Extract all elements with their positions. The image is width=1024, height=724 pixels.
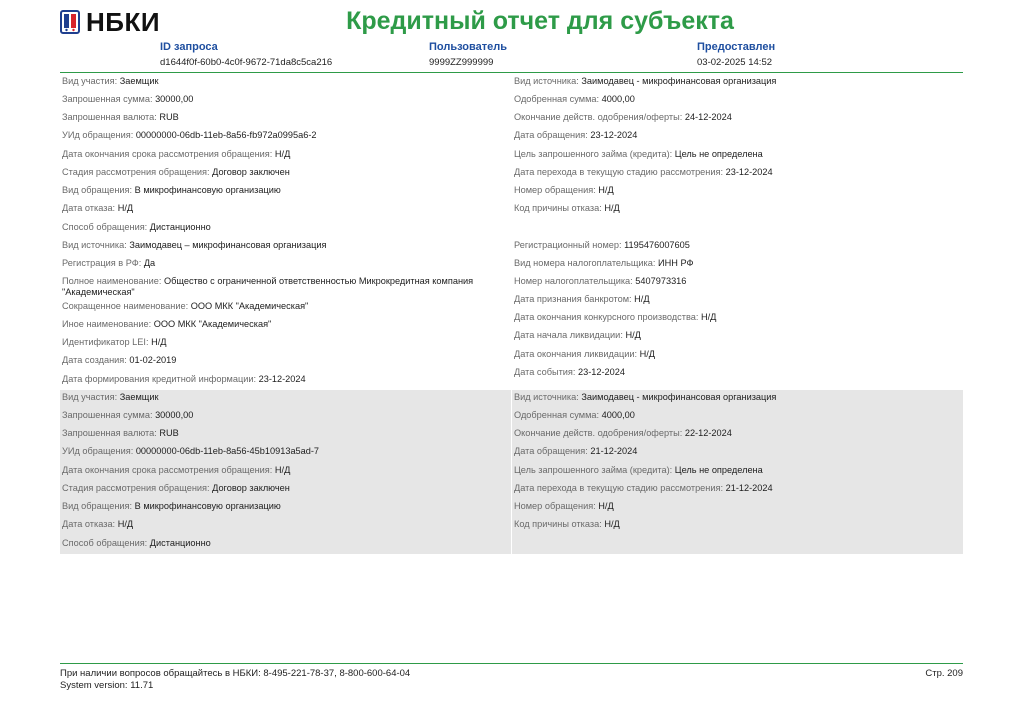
field-row	[514, 167, 962, 178]
field-value: В микрофинансовую организацию	[134, 185, 281, 195]
field-label: УИд обращения:	[62, 130, 134, 140]
field-row	[62, 374, 510, 385]
field-value: Дистанционно	[149, 538, 211, 548]
field-value: Н/Д	[117, 519, 134, 529]
field-row	[62, 94, 510, 105]
field-value: 4000,00	[601, 410, 635, 420]
field-value: Заемщик	[119, 392, 159, 402]
field-row	[62, 185, 510, 196]
field-row	[514, 276, 962, 287]
field-value: 30000,00	[155, 410, 194, 420]
field-label: Стадия рассмотрения обращения:	[62, 167, 210, 177]
field-row	[514, 94, 962, 105]
field-row	[62, 519, 510, 530]
field-row	[514, 240, 962, 251]
provided-label: Предоставлен	[697, 41, 776, 53]
field-label: Вид источника:	[514, 392, 579, 402]
logo	[60, 8, 160, 36]
field-value: ООО МКК "Академическая"	[190, 301, 309, 311]
field-value: 1195476007605	[624, 240, 690, 250]
field-label: Вид номера налогоплательщика:	[514, 258, 656, 268]
field-value: Н/Д	[274, 465, 291, 475]
field-label: Дата окончания ликвидации:	[514, 349, 638, 359]
field-value: Договор заключен	[212, 167, 290, 177]
field-value: Заимодавец - микрофинансовая организация	[581, 76, 777, 86]
field-value: Н/Д	[604, 519, 620, 529]
field-row	[514, 203, 962, 214]
field-label: Регистрационный номер:	[514, 240, 622, 250]
field-row	[514, 330, 962, 341]
field-value: Общество с ограниченной ответственностью Микрокредитная компания "Академическая"	[62, 276, 474, 297]
field-label: Запрошенная валюта:	[62, 428, 157, 438]
field-value: Н/Д	[639, 349, 656, 359]
field-row	[514, 258, 962, 269]
field-row	[514, 130, 962, 141]
field-row	[62, 465, 510, 476]
field-label: Дата отказа:	[62, 203, 116, 213]
request-id-value: d1644f0f-60b0-4c0f-9672-71da8c5ca216	[160, 57, 333, 68]
field-label: Вид обращения:	[62, 185, 133, 195]
field-label: Номер обращения:	[514, 185, 596, 195]
field-value: Заимодавец – микрофинансовая организация	[129, 240, 327, 250]
request-id-label: ID запроса	[160, 41, 218, 53]
field-row	[62, 112, 510, 123]
application-record	[60, 390, 963, 554]
provided-value: 03-02-2025 14:52	[697, 57, 773, 68]
field-value: 23-12-2024	[258, 374, 306, 384]
field-value: Н/Д	[604, 203, 620, 213]
field-label: Запрошенная валюта:	[62, 112, 157, 122]
field-value: Н/Д	[598, 501, 614, 511]
field-row	[62, 301, 510, 312]
field-row	[62, 355, 510, 366]
field-value: ИНН РФ	[658, 258, 694, 268]
field-label: Номер налогоплательщика:	[514, 276, 633, 286]
field-label: Дата перехода в текущую стадию рассмотрения:	[514, 483, 724, 493]
field-row	[62, 319, 510, 330]
field-label: Дата перехода в текущую стадию рассмотрения:	[514, 167, 724, 177]
footer-version: System version: 11.71	[60, 680, 154, 691]
field-value: 21-12-2024	[590, 446, 638, 456]
field-value: Цель не определена	[674, 465, 763, 475]
field-row	[62, 446, 510, 457]
field-label: Одобренная сумма:	[514, 410, 600, 420]
user-value: 9999ZZ999999	[429, 57, 494, 68]
field-value: 24-12-2024	[684, 112, 732, 122]
field-value: RUB	[159, 428, 179, 438]
field-value: 23-12-2024	[725, 167, 773, 177]
field-label: Цель запрошенного займа (кредита):	[514, 149, 673, 159]
field-value: Договор заключен	[212, 483, 290, 493]
field-label: Код причины отказа:	[514, 203, 602, 213]
field-row	[62, 76, 510, 87]
user-label: Пользователь	[429, 41, 508, 53]
field-label: Дата окончания срока рассмотрения обращения:	[62, 465, 273, 475]
field-label: Окончание действ. одобрения/оферты:	[514, 428, 683, 438]
field-row	[62, 337, 510, 348]
field-value: 23-12-2024	[578, 367, 625, 377]
field-row	[514, 410, 962, 421]
field-value: Н/Д	[625, 330, 641, 340]
field-label: Одобренная сумма:	[514, 94, 600, 104]
field-row	[514, 446, 962, 457]
field-value: 01-02-2019	[129, 355, 177, 365]
field-row	[514, 312, 962, 323]
field-value: Заимодавец - микрофинансовая организация	[581, 392, 777, 402]
field-label: Вид участия:	[62, 392, 118, 402]
field-value: 30000,00	[155, 94, 194, 104]
field-value: Н/Д	[274, 149, 291, 159]
field-label: Дата признания банкротом:	[514, 294, 632, 304]
field-label: Вид источника:	[62, 240, 127, 250]
field-row	[62, 130, 510, 141]
field-label: Дата создания:	[62, 355, 127, 365]
footer-contact: При наличии вопросов обращайтесь в НБКИ: 8-495-221-78-37, 8-800-600-64-04	[60, 668, 411, 679]
field-label: Дата обращения:	[514, 130, 588, 140]
field-row	[62, 258, 510, 269]
field-label: Способ обращения:	[62, 538, 148, 548]
field-value: ООО МКК "Академическая"	[153, 319, 272, 329]
field-value: Заемщик	[119, 76, 159, 86]
field-row	[514, 501, 962, 512]
field-label: Запрошенная сумма:	[62, 94, 153, 104]
field-label: Иное наименование:	[62, 319, 152, 329]
field-row	[62, 167, 510, 178]
field-label: Цель запрошенного займа (кредита):	[514, 465, 673, 475]
nbki-logo-icon	[60, 10, 80, 34]
field-value: 23-12-2024	[590, 130, 638, 140]
field-row	[514, 349, 962, 360]
field-row	[514, 428, 962, 439]
field-value: Н/Д	[117, 203, 134, 213]
field-label: Дата обращения:	[514, 446, 588, 456]
field-label: Стадия рассмотрения обращения:	[62, 483, 210, 493]
field-label: Идентификатор LEI:	[62, 337, 149, 347]
field-label: Регистрация в РФ:	[62, 258, 142, 268]
field-label: Вид участия:	[62, 76, 118, 86]
field-row	[514, 112, 962, 123]
logo-text: НБКИ	[86, 6, 161, 37]
field-label: Запрошенная сумма:	[62, 410, 153, 420]
field-row	[62, 501, 510, 512]
field-row	[62, 538, 510, 549]
field-label: Дата события:	[514, 367, 576, 377]
column-divider	[511, 390, 512, 554]
field-row	[514, 149, 962, 160]
field-label: Окончание действ. одобрения/оферты:	[514, 112, 683, 122]
page-title: Кредитный отчет для субъекта	[346, 7, 734, 35]
field-value: В микрофинансовую организацию	[134, 501, 281, 511]
field-value: Н/Д	[151, 337, 167, 347]
header-divider	[60, 72, 963, 73]
field-label: УИд обращения:	[62, 446, 134, 456]
field-label: Дата начала ликвидации:	[514, 330, 623, 340]
page-number: Стр. 209	[925, 668, 963, 679]
field-value: Н/Д	[700, 312, 717, 322]
field-label: Способ обращения:	[62, 222, 148, 232]
field-label: Вид обращения:	[62, 501, 133, 511]
field-row	[62, 222, 510, 233]
field-row	[62, 392, 510, 403]
field-row	[514, 76, 962, 87]
field-value: Цель не определена	[674, 149, 763, 159]
field-value: 00000000-06db-11eb-8a56-fb972a0995a6-2	[135, 130, 317, 140]
field-value: Да	[143, 258, 156, 268]
footer-divider	[60, 663, 963, 664]
field-row	[514, 483, 962, 494]
field-row	[514, 294, 962, 305]
application-record	[60, 74, 963, 388]
field-value: RUB	[159, 112, 179, 122]
field-row	[514, 392, 962, 403]
field-row	[62, 240, 510, 251]
field-value: 4000,00	[601, 94, 635, 104]
field-label: Вид источника:	[514, 76, 579, 86]
field-label: Сокращенное наименование:	[62, 301, 189, 311]
field-value: Н/Д	[598, 185, 614, 195]
field-value: Н/Д	[634, 294, 650, 304]
field-value: Дистанционно	[149, 222, 211, 232]
field-label: Дата окончания срока рассмотрения обращения:	[62, 149, 273, 159]
field-row	[62, 149, 510, 160]
field-value: 00000000-06db-11eb-8a56-45b10913a5ad-7	[135, 446, 320, 456]
field-row	[62, 203, 510, 214]
field-row	[514, 367, 962, 378]
field-row	[62, 483, 510, 494]
field-row	[514, 465, 962, 476]
field-row	[62, 428, 510, 439]
field-row	[62, 410, 510, 421]
field-label: Номер обращения:	[514, 501, 596, 511]
field-label: Код причины отказа:	[514, 519, 602, 529]
field-label: Дата формирования кредитной информации:	[62, 374, 257, 384]
field-row	[62, 276, 510, 298]
field-label: Дата окончания конкурсного производства:	[514, 312, 699, 322]
field-row	[514, 519, 962, 530]
field-label: Полное наименование:	[62, 276, 162, 286]
field-label: Дата отказа:	[62, 519, 116, 529]
field-value: 5407973316	[635, 276, 687, 286]
field-row	[514, 185, 962, 196]
field-value: 22-12-2024	[684, 428, 732, 438]
field-value: 21-12-2024	[725, 483, 773, 493]
